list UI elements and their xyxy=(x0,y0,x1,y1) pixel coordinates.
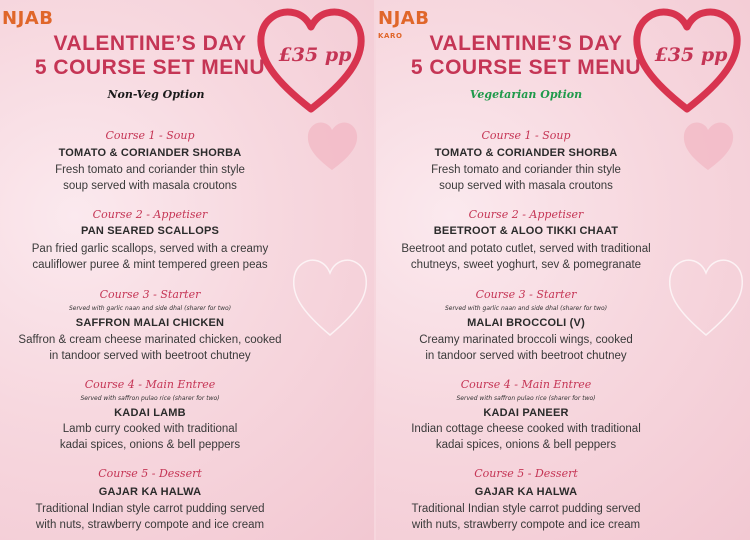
course-2-desc-line2: chutneys, sweet yoghurt, sev & pomegranate xyxy=(410,259,642,271)
course-3-heading: Course 3 - Starter xyxy=(99,288,201,301)
course-4-dish: KADAI PANEER xyxy=(483,407,569,419)
course-3-desc-line2: in tandoor served with beetroot chutney xyxy=(49,350,251,362)
course-1-heading: Course 1 - Soup xyxy=(105,129,195,142)
course-5-desc-line1: Traditional Indian style carrot pudding served xyxy=(411,503,641,515)
course-2-dish: PAN SEARED SCALLOPS xyxy=(80,225,220,237)
course-5-desc-line2: with nuts, strawberry compote and ice cream xyxy=(35,519,265,531)
course-4-dish: KADAI LAMB xyxy=(114,407,186,419)
course-1-desc-line1: Fresh tomato and coriander thin style xyxy=(431,164,621,176)
heart-outline-decoration-icon xyxy=(290,250,370,340)
course-3-heading: Course 3 - Starter xyxy=(475,288,577,301)
heart-decoration-icon xyxy=(305,120,360,172)
brand-logo-subtext: KARO xyxy=(378,32,403,40)
course-2-heading: Course 2 - Appetiser xyxy=(468,208,584,221)
course-4-desc-line2: kadai spices, onions & bell peppers xyxy=(435,439,617,451)
course-5-heading: Course 5 - Dessert xyxy=(474,467,578,480)
course-2-desc-line2: cauliflower puree & mint tempered green peas xyxy=(32,259,268,271)
course-5-heading: Course 5 - Dessert xyxy=(98,467,202,480)
price-label: £35 pp xyxy=(278,44,352,66)
course-4-desc-line1: Lamb curry cooked with traditional xyxy=(62,423,238,435)
course-1-dish: TOMATO & CORIANDER SHORBA xyxy=(434,147,618,159)
panel-divider xyxy=(374,0,376,540)
menu-title-line2: 5 COURSE SET MENU xyxy=(410,56,642,79)
course-4-desc-line2: kadai spices, onions & bell peppers xyxy=(59,439,241,451)
course-1-desc-line2: soup served with masala croutons xyxy=(63,180,237,192)
course-3-note: Served with garlic naan and side dhal (sharer for two) xyxy=(444,305,608,312)
course-4-note: Served with saffron pulao rice (sharer for two) xyxy=(80,395,220,402)
course-4-heading: Course 4 - Main Entree xyxy=(460,378,592,391)
course-3-dish: MALAI BROCCOLI (V) xyxy=(467,317,585,329)
menu-title-line2: 5 COURSE SET MENU xyxy=(34,56,266,79)
course-2-desc-line1: Pan fried garlic scallops, served with a creamy xyxy=(31,243,269,255)
course-4-desc-line1: Indian cottage cheese cooked with traditional xyxy=(411,423,641,435)
menu-panel-nonveg xyxy=(0,0,374,540)
course-4-heading: Course 4 - Main Entree xyxy=(84,378,216,391)
brand-logo-text: NJAB xyxy=(378,8,430,29)
course-1-desc-line2: soup served with masala croutons xyxy=(439,180,613,192)
course-5-desc-line2: with nuts, strawberry compote and ice cream xyxy=(411,519,641,531)
course-2-heading: Course 2 - Appetiser xyxy=(92,208,208,221)
menu-panel-veg xyxy=(376,0,750,540)
price-label: £35 pp xyxy=(654,44,728,66)
course-3-note: Served with garlic naan and side dhal (sharer for two) xyxy=(68,305,232,312)
course-5-desc-line1: Traditional Indian style carrot pudding served xyxy=(35,503,265,515)
course-1-dish: TOMATO & CORIANDER SHORBA xyxy=(58,147,242,159)
course-3-desc-line1: Saffron & cream cheese marinated chicken, cooked xyxy=(18,334,282,346)
course-5-dish: GAJAR KA HALWA xyxy=(98,486,202,498)
option-label: Vegetarian Option xyxy=(469,88,583,101)
course-3-desc-line2: in tandoor served with beetroot chutney xyxy=(425,350,627,362)
option-label: Non-Veg Option xyxy=(107,88,205,101)
course-3-desc-line1: Creamy marinated broccoli wings, cooked xyxy=(419,334,633,346)
menu-title-line1: VALENTINE’S DAY xyxy=(429,32,623,55)
heart-outline-decoration-icon xyxy=(666,250,746,340)
course-1-desc-line1: Fresh tomato and coriander thin style xyxy=(55,164,245,176)
course-5-dish: GAJAR KA HALWA xyxy=(474,486,578,498)
course-2-desc-line1: Beetroot and potato cutlet, served with traditional xyxy=(401,243,651,255)
menu-title-line1: VALENTINE’S DAY xyxy=(53,32,247,55)
brand-logo-text: NJAB xyxy=(2,8,54,29)
course-4-note: Served with saffron pulao rice (sharer for two) xyxy=(456,395,596,402)
course-2-dish: BEETROOT & ALOO TIKKI CHAAT xyxy=(433,225,619,237)
course-1-heading: Course 1 - Soup xyxy=(481,129,571,142)
heart-decoration-icon xyxy=(681,120,736,172)
course-3-dish: SAFFRON MALAI CHICKEN xyxy=(75,317,225,329)
